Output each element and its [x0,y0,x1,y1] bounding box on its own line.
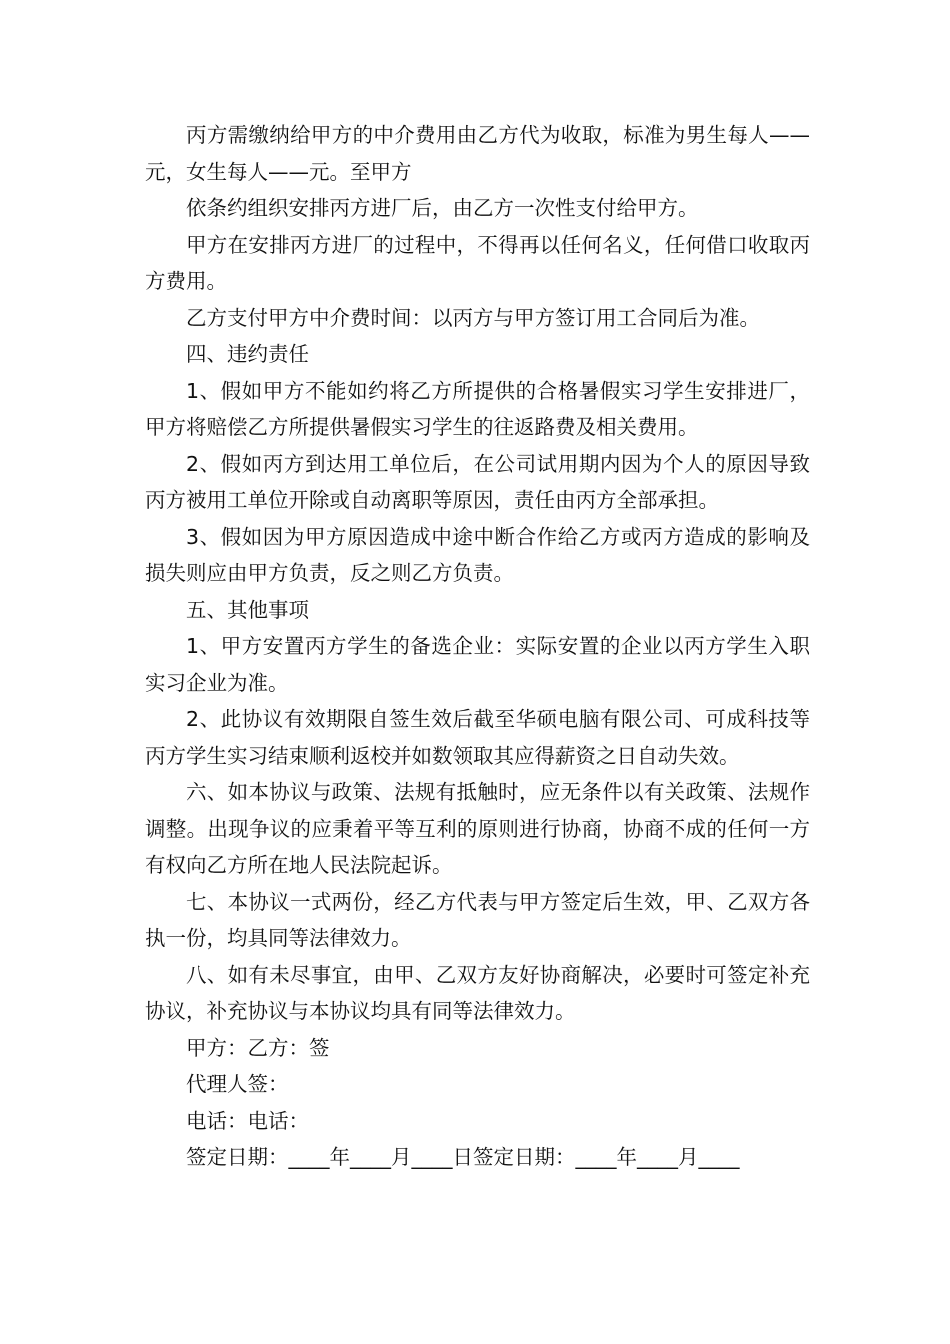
paragraph-no-extra-fees: 甲方在安排丙方进厂的过程中，不得再以任何名义，任何借口收取丙方费用。 [145,232,810,293]
paragraph-fee-payment: 依条约组织安排丙方进厂后，由乙方一次性支付给甲方。 [186,196,699,220]
clause-eight: 八、如有未尽事宜，由甲、乙双方友好协商解决，必要时可签定补充协议，补充协议与本协议均具有同等法律效力。 [145,962,810,1023]
signature-agent: 代理人签： [186,1072,289,1096]
paragraph-payment-time: 乙方支付甲方中介费时间：以丙方与甲方签订用工合同后为准。 [186,305,760,330]
breach-clause-2: 2、假如丙方到达用工单位后，在公司试用期内因为个人的原因导致丙方被用工单位开除或自动离职等原因，责任由丙方全部承担。 [145,451,810,512]
clause-six: 六、如本协议与政策、法规有抵触时，应无条件以有关政策、法规作调整。出现争议的应秉着平等互利的原则进行协商，协商不成的任何一方有权向乙方所在地人民法院起诉。 [145,780,810,877]
document-body [145,117,810,1176]
section-heading-breach: 四、违约责任 [186,342,309,366]
breach-clause-3: 3、假如因为甲方原因造成中途中断合作给乙方或丙方造成的影响及损失则应由甲方负责，反之则乙方负责。 [145,524,810,585]
other-clause-2: 2、此协议有效期限自签生效后截至华硕电脑有限公司、可成科技等丙方学生实习结束顺利返校并如数领取其应得薪资之日自动失效。 [145,707,810,768]
signature-parties: 甲方：乙方：签 [186,1035,330,1060]
other-clause-1: 1、甲方安置丙方学生的备选企业：实际安置的企业以丙方学生入职实习企业为准。 [145,634,810,695]
signature-date: 签定日期：____年____月____日签定日期：____年____月____ [186,1145,740,1169]
signature-phone: 电话：电话： [186,1108,309,1133]
clause-seven: 七、本协议一式两份，经乙方代表与甲方签定后生效，甲、乙双方各执一份，均具同等法律效力。 [145,889,810,950]
section-heading-other: 五、其他事项 [186,597,309,622]
breach-clause-1: 1、假如甲方不能如约将乙方所提供的合格暑假实习学生安排进厂，甲方将赔偿乙方所提供暑假实习学生的往返路费及相关费用。 [145,378,810,439]
paragraph-fee-standard: 丙方需缴纳给甲方的中介费用由乙方代为收取，标准为男生每人——元，女生每人——元。至甲方 [145,123,810,184]
